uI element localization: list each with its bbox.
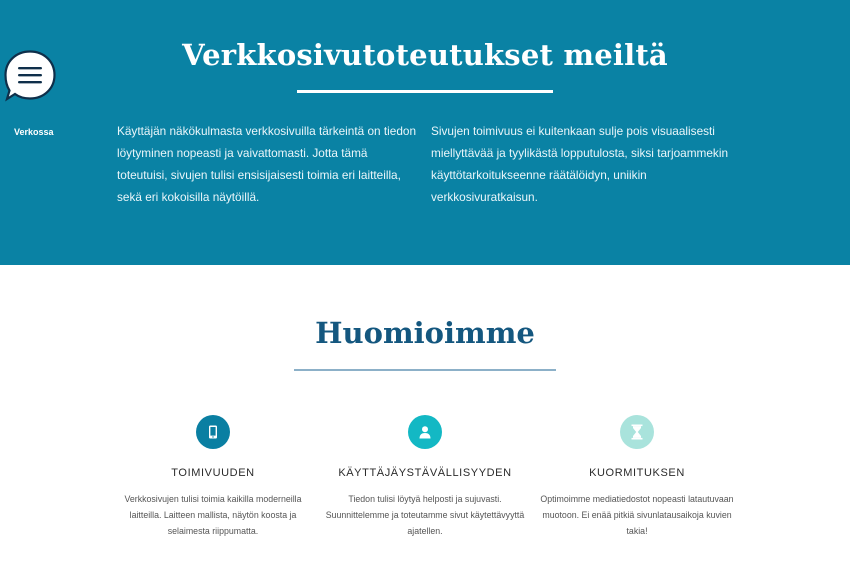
feature-text: Tiedon tulisi löytyä helposti ja sujuvasti. Suunnittelemme ja toteutamme sivut käytettävyyttä ajatellen. [325,494,525,536]
brand-label[interactable]: Verkossa [14,127,54,137]
hero-text-left: Käyttäjän näkökulmasta verkkosivuilla tärkeintä on tiedon löytyminen nopeasti ja vaivattomasti. Jotta tämä toteutuisi, sivujen tulisi ensisijaisesti toimia eri laitteilla, sekä eri kokoisilla näytöillä. [117,124,417,204]
hero-divider [297,90,553,93]
hero-text-right: Sivujen toimivuus ei kuitenkaan sulje pois visuaalisesti miellyttävää ja tyylikästä lopputulosta, siksi tarjoammekin käyttötarkoitukseenne räätälöidyn, uniikin verkkosivuratkaisun. [431,124,729,204]
hourglass-icon [620,415,654,449]
feature-kuormitus [537,415,737,539]
hero-section [0,0,850,265]
feature-title: TOIMIVUUDEN [171,467,255,479]
section-title: Huomioimme [315,316,535,350]
feature-text: Verkkosivujen tulisi toimia kaikilla moderneilla laitteilla. Laitteen mallista, näytön koosta ja selaimesta riippumatta. [124,494,302,536]
feature-toimivuus [113,415,313,539]
section-divider [294,369,556,371]
menu-button[interactable] [4,50,56,102]
feature-title: KÄYTTÄJÄYSTÄVÄLLISYYDEN [338,467,512,479]
feature-text: Optimoimme mediatiedostot nopeasti latautuvaan muotoon. Ei enää pitkiä sivunlatausaikoja kuvien takia! [540,494,734,536]
feature-kayttajaystavallisyys [325,415,525,539]
feature-title: KUORMITUKSEN [589,467,685,479]
mobile-phone-icon [196,415,230,449]
hamburger-icon [4,50,56,102]
hero-title: Verkkosivutoteutukset meiltä [182,38,668,72]
user-icon [408,415,442,449]
